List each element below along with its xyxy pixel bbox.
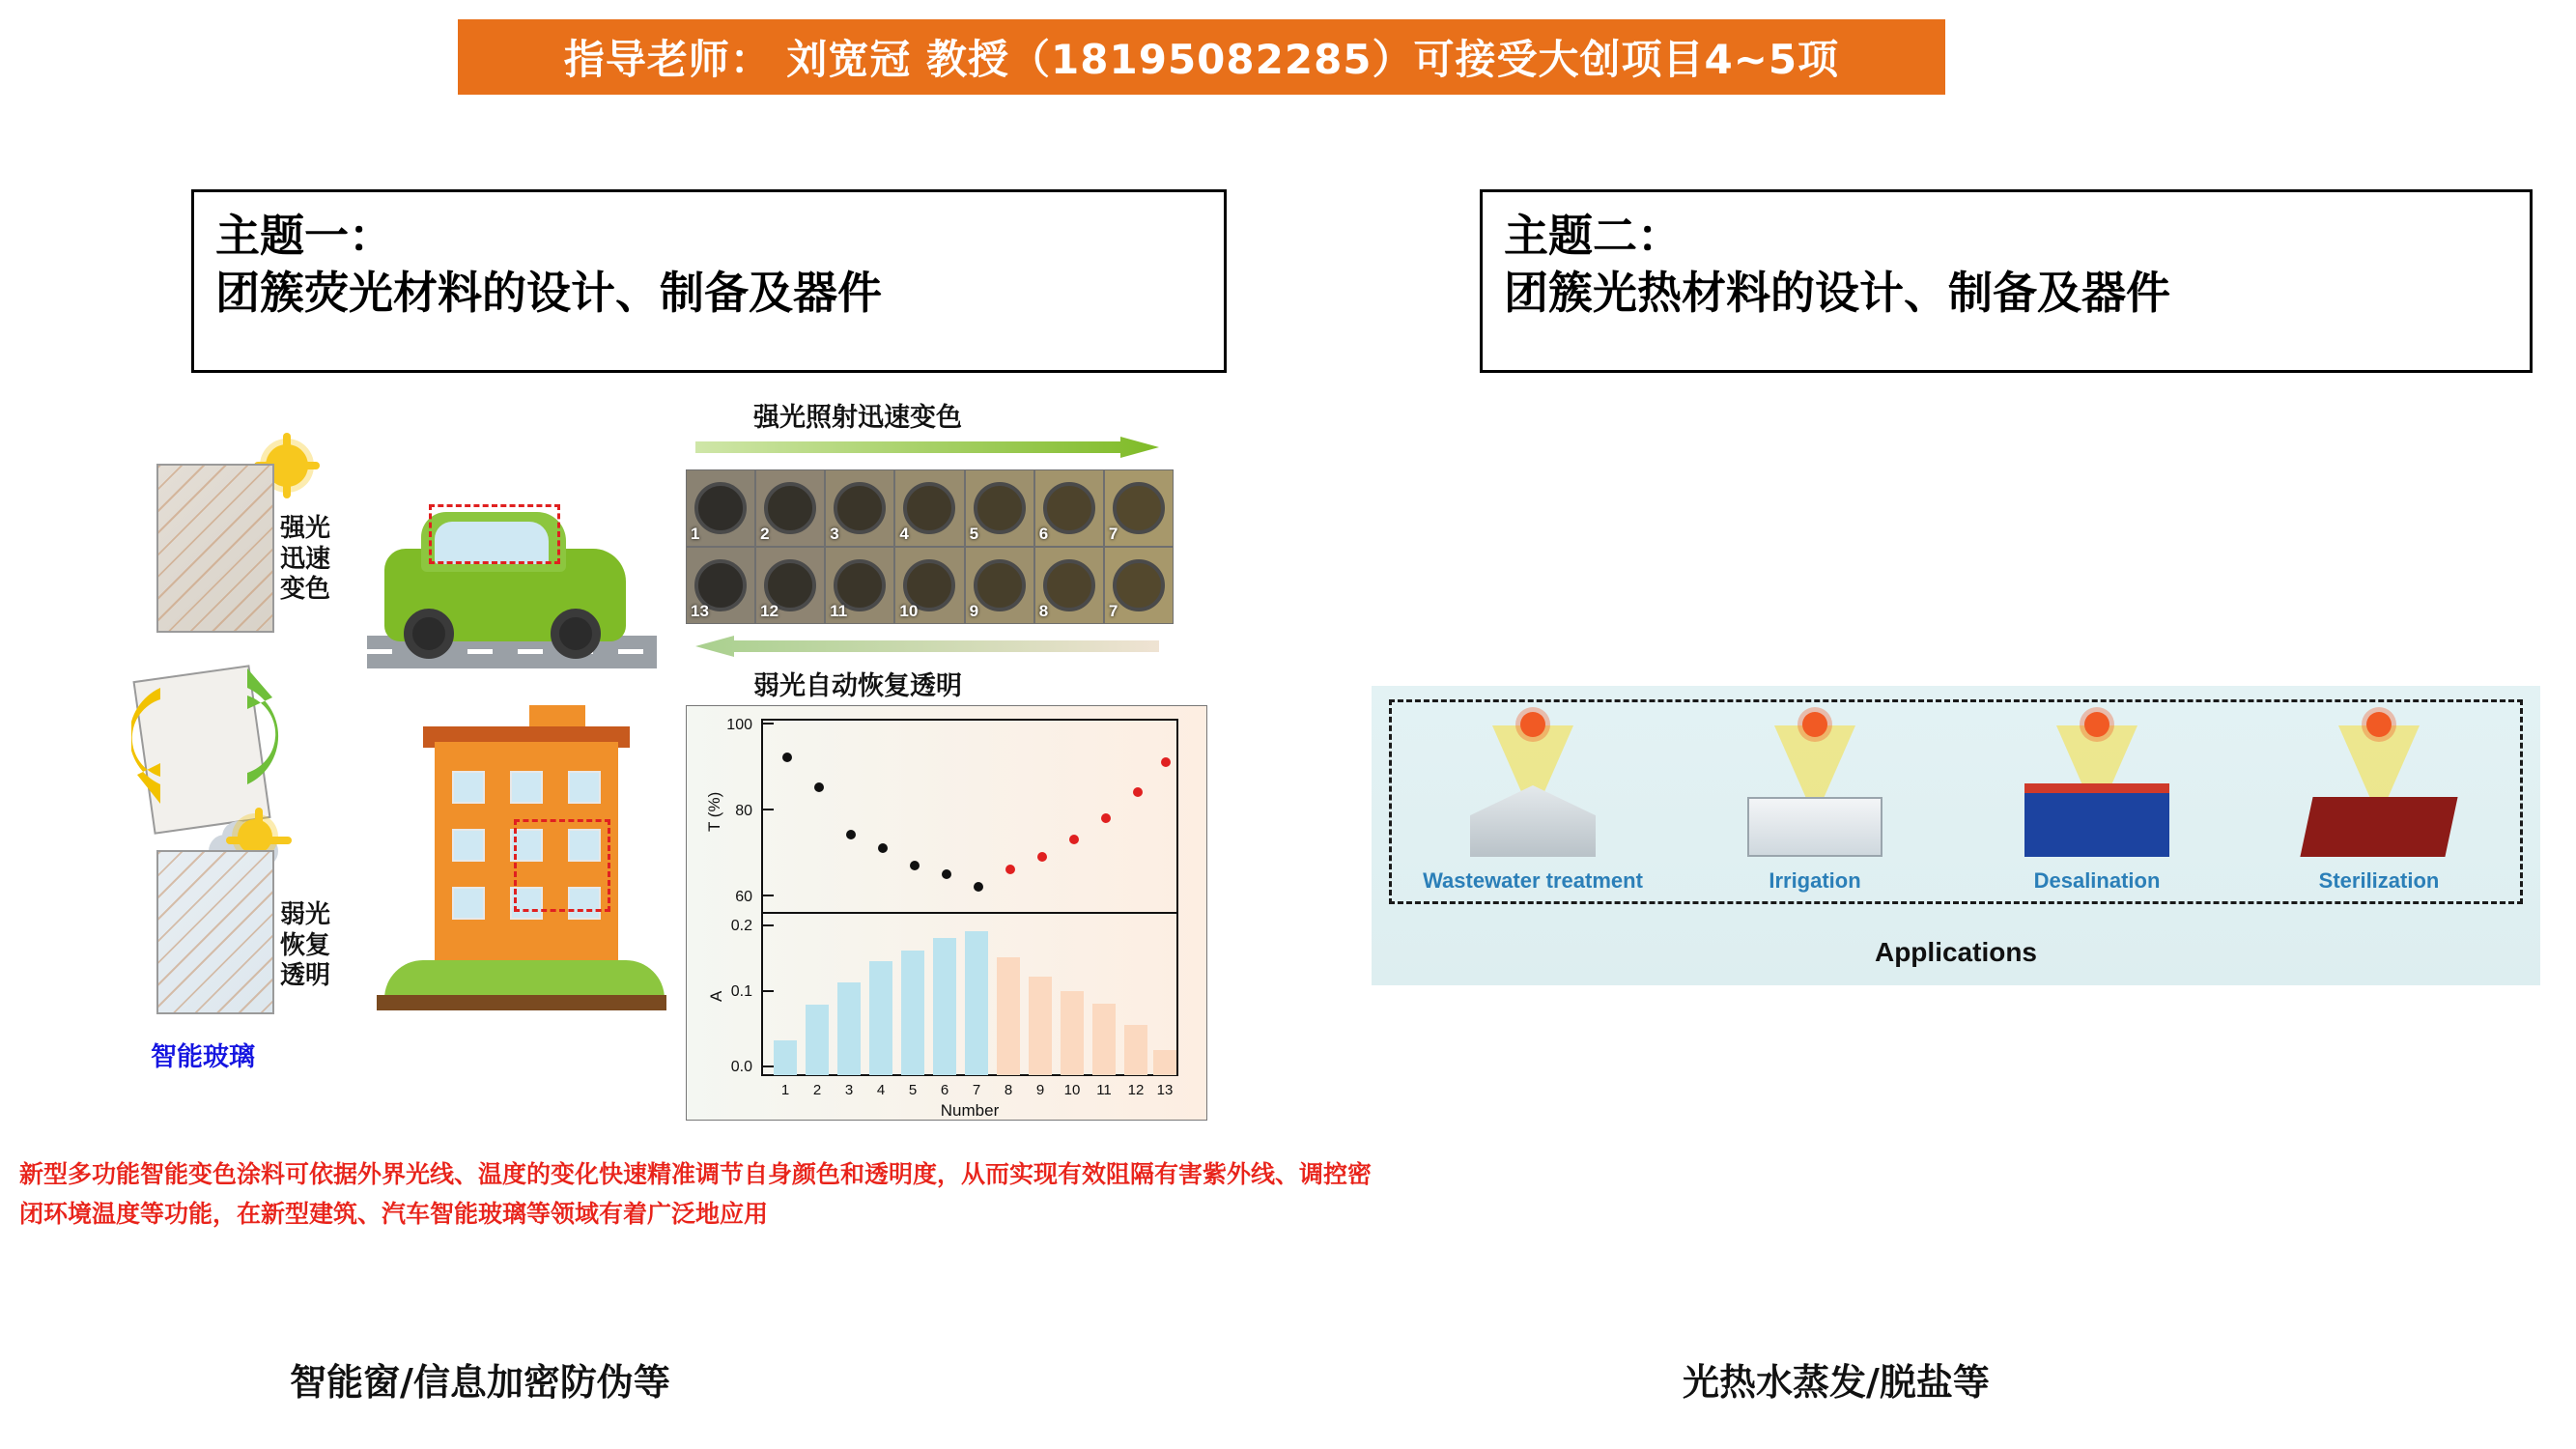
building-window (510, 771, 543, 804)
strip-cell: 1 (686, 469, 755, 547)
strip-cell: 9 (965, 547, 1034, 624)
application-sterilization (2238, 702, 2520, 901)
svg-text:60: 60 (735, 889, 752, 905)
strip-row-bottom (686, 547, 1174, 624)
svg-text:9: 9 (1035, 1082, 1045, 1098)
topic-two-title: 主题二： (1504, 210, 1682, 262)
strip-cell: 7 (1104, 547, 1174, 624)
svg-text:1: 1 (780, 1082, 790, 1098)
seawater-pool-icon (2024, 783, 2169, 857)
strip-row-top (686, 469, 1174, 547)
application-wastewater (1392, 702, 1674, 901)
strip-cell: 4 (894, 469, 964, 547)
sun-icon (1520, 712, 1545, 737)
light-rays-icon (158, 466, 272, 631)
smart-glass-schematic (97, 444, 338, 1072)
footer-right: 光热水蒸发/脱盐等 (1683, 1360, 1990, 1404)
chart-top-panel (705, 717, 1177, 913)
svg-text:13: 13 (1156, 1082, 1174, 1098)
svg-text:7: 7 (972, 1082, 981, 1098)
glass-plate-dark (156, 464, 274, 633)
strip-subtitle: 弱光自动恢复透明 (753, 671, 962, 701)
topic-one-title: 主题一： (215, 210, 393, 262)
building-window (452, 887, 485, 920)
left-figure-panel (77, 403, 1256, 1130)
strip-cell: 5 (965, 469, 1034, 547)
application-desalination (1956, 702, 2238, 901)
car-wheel-front-icon (404, 609, 454, 659)
header-banner-text: 指导老师： 刘宽冠 教授（18195082285）可接受大创项目4~5项 (563, 36, 1840, 83)
left-figure-description: 新型多功能智能变色涂料可依据外界光线、温度的变化快速精准调节自身颜色和透明度，从而实现有效阻隔有害紫外线、调控密闭环境温度等功能，在新型建筑、汽车智能玻璃等领域有着广泛地应用 (19, 1160, 1373, 1228)
application-label: Wastewater treatment (1423, 868, 1643, 893)
strip-title: 强光照射迅速变色 (753, 403, 962, 433)
application-label: Desalination (2033, 868, 2161, 893)
chart-svg (687, 706, 1206, 1120)
application-label: Sterilization (2318, 868, 2440, 893)
light-rays-weak-icon (158, 852, 272, 1012)
right-figure-panel (1372, 686, 2540, 985)
strip-cell: 2 (755, 469, 825, 547)
svg-text:A: A (707, 990, 725, 1002)
strip-cell: 7 (1104, 469, 1174, 547)
svg-text:4: 4 (876, 1082, 886, 1098)
building-window (568, 771, 601, 804)
sun-icon (2366, 712, 2392, 737)
house-still-icon (1470, 785, 1596, 857)
color-change-photo-strip (686, 469, 1174, 624)
strong-light-label: 强光 迅速 变色 (280, 514, 331, 605)
topic-one-subtitle: 团簇荧光材料的设计、制备及器件 (215, 266, 882, 319)
strip-cell: 8 (1034, 547, 1104, 624)
weak-sun-icon (238, 819, 272, 854)
svg-text:10: 10 (1063, 1082, 1081, 1098)
applications-label: Applications (1874, 937, 2037, 967)
weak-light-label: 弱光 恢复 透明 (280, 900, 331, 991)
footer-left: 智能窗/信息加密防伪等 (290, 1360, 670, 1404)
svg-text:6: 6 (940, 1082, 949, 1098)
svg-text:0.2: 0.2 (730, 918, 752, 934)
arrow-left-icon (695, 636, 1159, 657)
car-window-highlight (429, 504, 560, 564)
sun-icon (2084, 712, 2109, 737)
topic-two-box (1480, 189, 2533, 373)
svg-text:100: 100 (726, 717, 752, 733)
svg-text:80: 80 (735, 803, 752, 819)
membrane-icon (2300, 797, 2457, 857)
strip-cell: 10 (894, 547, 964, 624)
svg-text:Number: Number (940, 1101, 1000, 1120)
strip-cell: 12 (755, 547, 825, 624)
building-window (452, 829, 485, 862)
topic-two-subtitle: 团簇光热材料的设计、制备及器件 (1504, 266, 2170, 319)
building-window (452, 771, 485, 804)
application-irrigation (1674, 702, 1956, 901)
building-illustration (367, 705, 676, 1024)
strip-cell: 11 (825, 547, 894, 624)
cycle-arrows-icon (131, 649, 286, 823)
building-window-highlight (514, 819, 610, 912)
svg-text:5: 5 (908, 1082, 918, 1098)
svg-text:0.1: 0.1 (730, 983, 752, 1000)
glass-plate-transparent (156, 850, 274, 1014)
car-wheel-rear-icon (551, 609, 601, 659)
svg-text:0.0: 0.0 (730, 1059, 752, 1075)
ground-icon (377, 995, 666, 1010)
transmittance-absorbance-chart (686, 705, 1207, 1121)
svg-text:12: 12 (1127, 1082, 1145, 1098)
strip-cell: 6 (1034, 469, 1104, 547)
car-illustration (367, 473, 657, 686)
svg-text:T (%): T (%) (705, 791, 723, 832)
arrow-right-icon (695, 437, 1159, 458)
strip-cell: 3 (825, 469, 894, 547)
svg-text:3: 3 (844, 1082, 854, 1098)
greenhouse-icon (1747, 797, 1882, 857)
svg-text:11: 11 (1096, 1082, 1112, 1098)
smart-glass-caption: 智能玻璃 (151, 1042, 255, 1072)
chart-bottom-panel (707, 913, 1177, 1120)
topic-one-box (191, 189, 1227, 373)
svg-text:8: 8 (1004, 1082, 1013, 1098)
svg-text:2: 2 (812, 1082, 822, 1098)
applications-dashed-box (1389, 699, 2523, 904)
application-label: Irrigation (1769, 868, 1861, 893)
sun-icon (1802, 712, 1827, 737)
header-banner (458, 19, 1945, 95)
strip-cell: 13 (686, 547, 755, 624)
